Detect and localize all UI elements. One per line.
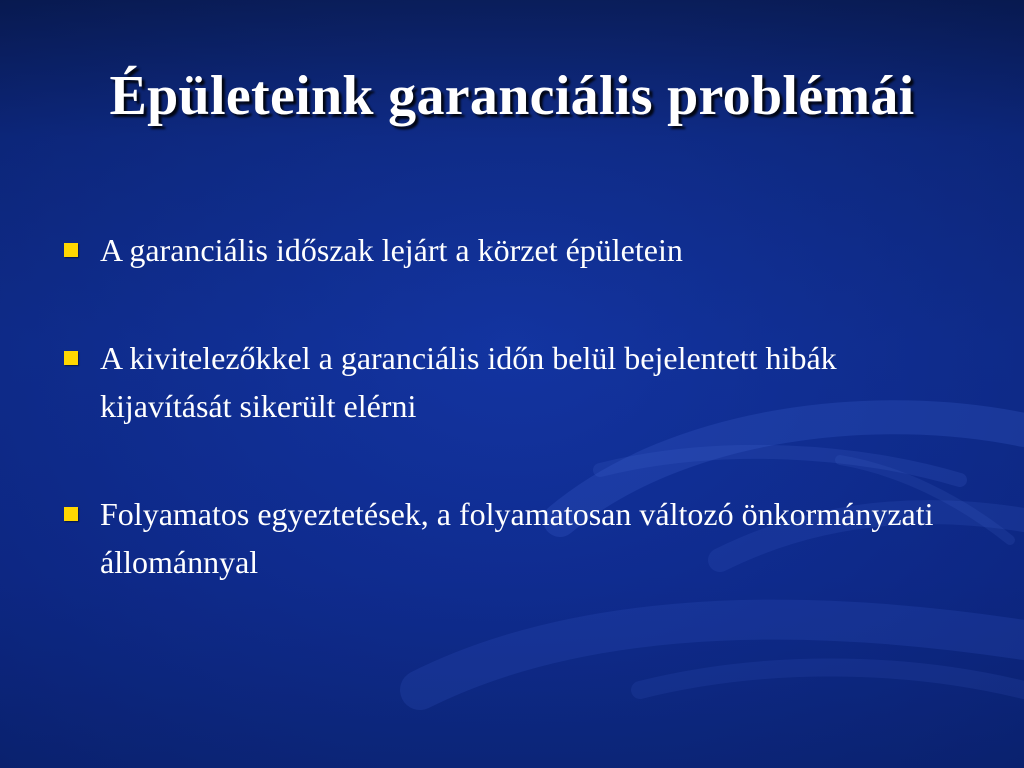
square-bullet-icon	[64, 243, 78, 257]
bullet-list	[64, 226, 944, 586]
bullet-item	[64, 334, 944, 430]
square-bullet-icon	[64, 351, 78, 365]
square-bullet-icon	[64, 507, 78, 521]
slide-title: Épületeink garanciális problémái	[109, 65, 915, 127]
bullet-text: A kivitelezőkkel a garanciális időn belül bejelentett hibák kijavítását sikerült elérni	[100, 340, 837, 424]
bullet-item	[64, 226, 944, 274]
bullet-text: A garanciális időszak lejárt a körzet épületein	[100, 232, 683, 268]
bullet-text: Folyamatos egyeztetések, a folyamatosan változó önkormányzati állománnyal	[100, 496, 934, 580]
bullet-item	[64, 490, 944, 586]
